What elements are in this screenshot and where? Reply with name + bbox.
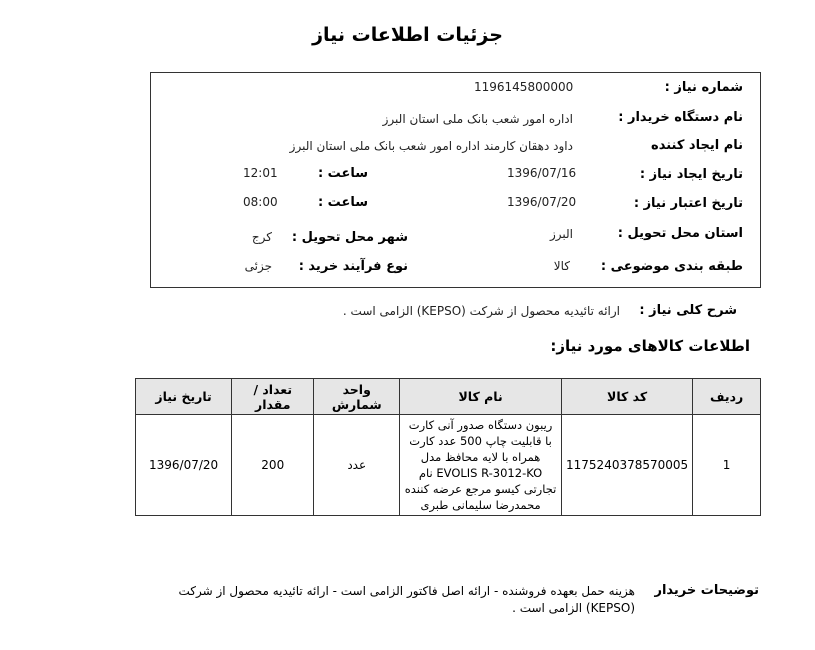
validity-time-label: ساعت : <box>317 195 368 210</box>
summary-text: ارائه تائیدیه محصول از شرکت (KEPSO) الزامی است . <box>342 304 620 318</box>
col-code: کد کالا <box>562 379 693 415</box>
cell-code: 1175240378570005 <box>562 415 693 516</box>
buyer-label: نام دستگاه خریدار : <box>618 110 743 125</box>
validity-date-label: تاریخ اعتبار نیاز : <box>633 196 743 211</box>
creator-label: نام ایجاد کننده <box>651 138 743 153</box>
col-date: تاریخ نیاز <box>136 379 232 415</box>
summary-label: شرح کلی نیاز : <box>639 303 737 318</box>
province-value: البرز <box>549 227 573 241</box>
buyer-notes-text: هزینه حمل بعهده فروشنده - ارائه اصل فاکتور الزامی است - ارائه تائیدیه محصول از شرکت (KEPSO) الزامی است . <box>178 584 635 615</box>
need-number-label: شماره نیاز : <box>664 80 743 95</box>
items-table-header <box>136 379 761 415</box>
buyer-value: اداره امور شعب بانک ملی استان البرز <box>382 112 573 126</box>
created-time-value: 12:01 <box>243 166 278 180</box>
items-section-title: اطلاعات کالاهای مورد نیاز: <box>550 337 750 355</box>
page-title: جزئیات اطلاعات نیاز <box>312 24 503 46</box>
need-number-value: 1196145800000 <box>474 80 574 94</box>
col-qty: تعداد / مقدار <box>232 379 314 415</box>
creator-value: داود دهقان کارمند اداره امور شعب بانک ملی استان البرز <box>289 139 573 153</box>
validity-time-value: 08:00 <box>243 195 278 209</box>
province-label: استان محل تحویل : <box>617 226 743 241</box>
validity-date-value: 1396/07/20 <box>507 195 577 209</box>
buyer-notes-label: توضیحات خریدار <box>654 583 759 598</box>
cell-date: 1396/07/20 <box>136 415 232 516</box>
created-time-label: ساعت : <box>317 166 368 181</box>
col-name: نام کالا <box>400 379 562 415</box>
process-value: جزئی <box>244 259 272 273</box>
table-row <box>136 415 761 516</box>
city-value: کرج <box>251 230 272 244</box>
col-row: ردیف <box>693 379 761 415</box>
created-date-value: 1396/07/16 <box>507 166 577 180</box>
category-label: طبقه بندی موضوعی : <box>600 259 743 274</box>
process-label: نوع فرآیند خرید : <box>298 259 408 274</box>
cell-name: ریبون دستگاه صدور آنی کارت با قابلیت چاپ 500 عدد کارت همراه با لایه محافظ مدل EVOLIS R-3012-KO نام تجارتی کیسو مرجع عرضه کننده محمدرضا سلیمانی طبری <box>400 415 562 516</box>
created-date-label: تاریخ ایجاد نیاز : <box>639 167 743 182</box>
cell-unit: عدد <box>314 415 400 516</box>
col-unit: واحد شمارش <box>314 379 400 415</box>
cell-qty: 200 <box>232 415 314 516</box>
category-value: کالا <box>553 259 570 273</box>
cell-row: 1 <box>693 415 761 516</box>
items-table <box>135 378 761 516</box>
city-label: شهر محل تحویل : <box>291 230 408 245</box>
